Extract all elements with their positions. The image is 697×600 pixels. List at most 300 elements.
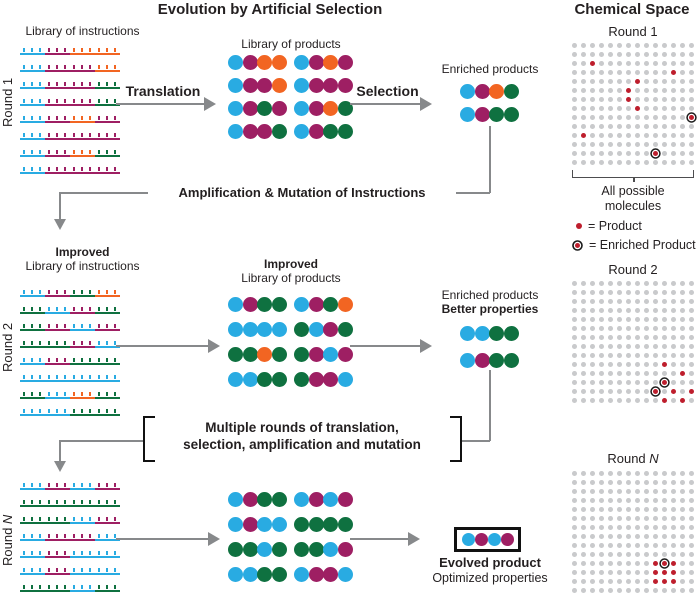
chem-cell — [606, 550, 615, 559]
product-circle — [272, 372, 287, 387]
strand-tick-icon — [48, 551, 50, 555]
chem-cell — [687, 324, 696, 333]
chem-cell — [588, 306, 597, 315]
product-circle — [272, 124, 287, 139]
chem-cell — [651, 68, 660, 77]
product-group — [228, 492, 286, 507]
molecule-dot-icon — [608, 290, 613, 295]
molecule-dot-icon — [608, 299, 613, 304]
chem-cell — [678, 324, 687, 333]
chem-cell — [588, 95, 597, 104]
strand-tick-icon — [98, 358, 100, 362]
molecule-dot-icon — [653, 516, 658, 521]
strand-tick-icon — [89, 82, 91, 86]
chem-cell — [624, 288, 633, 297]
molecule-dot-icon — [581, 398, 586, 403]
chem-cell — [570, 559, 579, 568]
molecule-dot-icon — [572, 389, 577, 394]
molecule-dot-icon — [626, 507, 631, 512]
chem-cell — [633, 306, 642, 315]
chem-cell — [687, 140, 696, 149]
chem-cell — [570, 113, 579, 122]
molecule-dot-icon — [635, 308, 640, 313]
product-circle — [294, 322, 309, 337]
product-dot-icon — [635, 79, 640, 84]
molecule-dot-icon — [662, 353, 667, 358]
molecule-dot-icon — [581, 151, 586, 156]
chem-cell — [669, 378, 678, 387]
molecule-dot-icon — [671, 398, 676, 403]
chem-cell — [624, 279, 633, 288]
chem-cell — [660, 523, 669, 532]
molecule-dot-icon — [608, 308, 613, 313]
molecule-dot-icon — [662, 133, 667, 138]
chem-cell — [642, 568, 651, 577]
chem-cell — [588, 104, 597, 113]
chem-cell — [678, 541, 687, 550]
strand-tick-icon — [64, 290, 66, 294]
molecule-dot-icon — [689, 353, 694, 358]
molecule-dot-icon — [671, 543, 676, 548]
chem-cell — [615, 396, 624, 405]
product-circle — [504, 84, 519, 99]
molecule-dot-icon — [626, 52, 631, 57]
chem-cell — [660, 68, 669, 77]
strand-tick-icon — [23, 358, 25, 362]
strand-tick-icon — [89, 65, 91, 69]
molecule-dot-icon — [608, 525, 613, 530]
chem-cell — [642, 387, 651, 396]
strand-segment — [20, 515, 45, 524]
chem-cell — [606, 77, 615, 86]
round-label-number: N — [649, 451, 659, 466]
chem-cell — [570, 378, 579, 387]
chem-cell — [615, 77, 624, 86]
chem-cell — [615, 131, 624, 140]
molecule-dot-icon — [599, 525, 604, 530]
strand-segment — [20, 114, 45, 123]
instruction-strand — [20, 407, 120, 416]
molecule-dot-icon — [590, 133, 595, 138]
strand-tick-icon — [64, 517, 66, 521]
enriched-product-dot-icon — [653, 389, 658, 394]
molecule-dot-icon — [689, 326, 694, 331]
molecule-dot-icon — [617, 561, 622, 566]
molecule-dot-icon — [689, 561, 694, 566]
product-circle — [243, 55, 258, 70]
connector1-vertical-line — [489, 126, 491, 193]
chem-cell — [669, 122, 678, 131]
molecule-dot-icon — [599, 398, 604, 403]
molecule-dot-icon — [671, 115, 676, 120]
chem-cell — [651, 487, 660, 496]
chem-cell — [588, 478, 597, 487]
molecule-dot-icon — [653, 290, 658, 295]
product-group — [228, 347, 286, 362]
product-circle — [309, 517, 324, 532]
strand-tick-icon — [48, 585, 50, 589]
strand-tick-icon — [73, 534, 75, 538]
molecule-dot-icon — [626, 299, 631, 304]
molecule-dot-icon — [617, 588, 622, 593]
product-group — [294, 567, 352, 582]
chem-cell — [597, 478, 606, 487]
molecule-dot-icon — [572, 308, 577, 313]
molecule-dot-icon — [626, 151, 631, 156]
molecule-dot-icon — [608, 70, 613, 75]
chem-cell — [660, 95, 669, 104]
strand-tick-icon — [56, 551, 58, 555]
molecule-dot-icon — [617, 489, 622, 494]
strand-tick-icon — [89, 500, 91, 504]
strand-tick-icon — [106, 133, 108, 137]
chem-cell — [651, 568, 660, 577]
strand-segment — [70, 583, 95, 592]
chem-cell — [678, 288, 687, 297]
molecule-dot-icon — [581, 353, 586, 358]
strand-tick-icon — [39, 409, 41, 413]
product-group — [228, 542, 286, 557]
strand-segment — [20, 148, 45, 157]
product-circle — [489, 326, 504, 341]
chem-cell — [633, 559, 642, 568]
chem-cell — [642, 496, 651, 505]
strand-tick-icon — [73, 307, 75, 311]
chem-cell — [624, 514, 633, 523]
molecule-dot-icon — [680, 52, 685, 57]
chem-cell — [660, 559, 669, 568]
molecule-dot-icon — [644, 70, 649, 75]
molecule-dot-icon — [617, 70, 622, 75]
strand-tick-icon — [31, 82, 33, 86]
chem-cell — [570, 342, 579, 351]
strand-tick-icon — [89, 585, 91, 589]
chem-cell — [687, 342, 696, 351]
chem-cell — [624, 568, 633, 577]
chem-cell — [579, 360, 588, 369]
chem-cell — [660, 351, 669, 360]
molecule-dot-icon — [608, 106, 613, 111]
strand-tick-icon — [23, 341, 25, 345]
chem-cell — [669, 279, 678, 288]
chem-cell — [624, 487, 633, 496]
chem-cell — [570, 288, 579, 297]
molecule-dot-icon — [635, 115, 640, 120]
chem-cell — [588, 86, 597, 95]
molecule-dot-icon — [635, 299, 640, 304]
chem-cell — [624, 297, 633, 306]
chem-cell — [597, 505, 606, 514]
product-circle — [489, 353, 504, 368]
strand-segment — [45, 549, 70, 558]
chem-cell — [633, 324, 642, 333]
strand-tick-icon — [81, 551, 83, 555]
molecule-dot-icon — [608, 480, 613, 485]
strand-tick-icon — [106, 82, 108, 86]
chem-grid1-label — [570, 24, 696, 39]
chem-cell — [606, 541, 615, 550]
chem-cell — [597, 315, 606, 324]
strand-tick-icon — [31, 116, 33, 120]
connector1-down-line — [59, 192, 61, 220]
molecule-dot-icon — [644, 380, 649, 385]
molecule-dot-icon — [617, 507, 622, 512]
molecule-dot-icon — [644, 43, 649, 48]
product-row — [228, 372, 352, 387]
chem-cell — [669, 333, 678, 342]
chem-cell — [678, 279, 687, 288]
molecule-dot-icon — [644, 326, 649, 331]
chem-cell — [633, 541, 642, 550]
molecule-dot-icon — [617, 133, 622, 138]
product-circle — [257, 297, 272, 312]
chem-cell — [669, 523, 678, 532]
molecule-dot-icon — [581, 281, 586, 286]
chem-cell — [642, 577, 651, 586]
round1-instructions-heading: Library of instructions — [25, 24, 140, 38]
strand-tick-icon — [98, 307, 100, 311]
molecule-dot-icon — [626, 115, 631, 120]
strand-tick-icon — [98, 483, 100, 487]
strand-tick-icon — [81, 116, 83, 120]
molecule-dot-icon — [590, 516, 595, 521]
strand-tick-icon — [39, 551, 41, 555]
chem-cell — [597, 523, 606, 532]
chem-cell — [633, 122, 642, 131]
chem-cell — [615, 523, 624, 532]
strand-segment — [45, 566, 70, 575]
molecule-dot-icon — [581, 498, 586, 503]
chem-cell — [678, 41, 687, 50]
molecule-dot-icon — [626, 281, 631, 286]
molecule-dot-icon — [572, 480, 577, 485]
chem-cell — [588, 586, 597, 595]
molecule-dot-icon — [653, 344, 658, 349]
enriched-product-row — [460, 326, 518, 341]
chem-cell — [624, 68, 633, 77]
molecule-dot-icon — [581, 570, 586, 575]
strand-segment — [95, 566, 120, 575]
chem-cell — [669, 95, 678, 104]
molecule-dot-icon — [671, 290, 676, 295]
product-row — [228, 492, 352, 507]
strand-tick-icon — [31, 133, 33, 137]
chem-cell — [588, 68, 597, 77]
strand-segment — [95, 63, 120, 72]
molecule-dot-icon — [635, 588, 640, 593]
chem-cell — [687, 131, 696, 140]
chem-cell — [633, 86, 642, 95]
molecule-dot-icon — [644, 61, 649, 66]
chem-cell — [642, 297, 651, 306]
molecule-dot-icon — [617, 579, 622, 584]
instruction-strand — [20, 390, 120, 399]
chem-cell — [606, 586, 615, 595]
round2-side-label — [0, 300, 15, 395]
molecule-dot-icon — [599, 579, 604, 584]
product-dot-icon — [581, 133, 586, 138]
strand-tick-icon — [98, 392, 100, 396]
molecule-dot-icon — [680, 317, 685, 322]
molecule-dot-icon — [662, 88, 667, 93]
product-dot-icon — [662, 362, 667, 367]
chem-cell — [570, 360, 579, 369]
product-circle — [338, 517, 353, 532]
chem-cell — [651, 104, 660, 113]
chem-cell — [678, 297, 687, 306]
strand-tick-icon — [48, 534, 50, 538]
molecule-dot-icon — [662, 61, 667, 66]
chem-cell — [606, 532, 615, 541]
roundN-translation-arrow — [116, 538, 210, 540]
strand-tick-icon — [73, 375, 75, 379]
strand-tick-icon — [114, 290, 116, 294]
molecule-dot-icon — [680, 133, 685, 138]
molecule-dot-icon — [653, 362, 658, 367]
product-group — [228, 517, 286, 532]
chem-cell — [687, 487, 696, 496]
molecule-dot-icon — [581, 43, 586, 48]
molecule-dot-icon — [572, 281, 577, 286]
molecule-dot-icon — [671, 534, 676, 539]
strand-tick-icon — [73, 551, 75, 555]
molecule-dot-icon — [689, 588, 694, 593]
chem-cell — [570, 158, 579, 167]
chem-cell — [570, 131, 579, 140]
molecule-dot-icon — [581, 88, 586, 93]
molecule-dot-icon — [635, 88, 640, 93]
molecule-dot-icon — [671, 516, 676, 521]
chem-cell — [624, 559, 633, 568]
molecule-dot-icon — [572, 335, 577, 340]
molecule-dot-icon — [689, 106, 694, 111]
molecule-dot-icon — [581, 326, 586, 331]
product-row — [228, 542, 352, 557]
round-label-number: N — [0, 514, 15, 525]
molecule-dot-icon — [680, 299, 685, 304]
molecule-dot-icon — [689, 579, 694, 584]
round2-instruction-library — [20, 288, 120, 416]
round2-translation-arrowhead-icon — [208, 339, 220, 353]
molecule-dot-icon — [626, 579, 631, 584]
strand-tick-icon — [106, 307, 108, 311]
molecule-dot-icon — [572, 70, 577, 75]
molecule-dot-icon — [644, 362, 649, 367]
molecule-dot-icon — [689, 480, 694, 485]
chem-cell — [687, 496, 696, 505]
chem-cell — [597, 158, 606, 167]
chem-cell — [579, 378, 588, 387]
molecule-dot-icon — [617, 480, 622, 485]
chem-cell — [597, 288, 606, 297]
chem-cell — [597, 369, 606, 378]
strand-tick-icon — [48, 341, 50, 345]
chem-cell — [597, 577, 606, 586]
chem-cell — [687, 360, 696, 369]
chem-cell — [678, 586, 687, 595]
strand-tick-icon — [106, 65, 108, 69]
chem-cell — [633, 333, 642, 342]
strand-tick-icon — [64, 167, 66, 171]
chem-cell — [597, 396, 606, 405]
evolved-product-circle — [475, 533, 489, 547]
chem-cell — [615, 149, 624, 158]
molecule-dot-icon — [644, 133, 649, 138]
chem-cell — [669, 297, 678, 306]
chem-cell — [570, 568, 579, 577]
chem-cell — [651, 550, 660, 559]
chem-cell — [660, 158, 669, 167]
instruction-strand — [20, 63, 120, 72]
product-group — [294, 297, 352, 312]
strand-segment — [95, 165, 120, 174]
molecule-dot-icon — [653, 398, 658, 403]
molecule-dot-icon — [662, 588, 667, 593]
molecule-dot-icon — [644, 160, 649, 165]
molecule-dot-icon — [635, 160, 640, 165]
molecule-dot-icon — [680, 115, 685, 120]
molecule-dot-icon — [671, 489, 676, 494]
molecule-dot-icon — [644, 142, 649, 147]
strand-tick-icon — [106, 483, 108, 487]
molecule-dot-icon — [653, 489, 658, 494]
product-circle — [294, 101, 309, 116]
chem-cell — [624, 396, 633, 405]
chem-cell — [660, 333, 669, 342]
molecule-dot-icon — [635, 344, 640, 349]
enriched-product-row — [460, 353, 518, 368]
molecule-dot-icon — [644, 489, 649, 494]
strand-tick-icon — [64, 585, 66, 589]
molecule-dot-icon — [635, 353, 640, 358]
chem-cell — [642, 514, 651, 523]
molecule-dot-icon — [653, 299, 658, 304]
molecule-dot-icon — [680, 507, 685, 512]
chem-cell — [642, 469, 651, 478]
chem-cell — [651, 514, 660, 523]
molecule-dot-icon — [581, 489, 586, 494]
strand-tick-icon — [23, 517, 25, 521]
strand-tick-icon — [64, 483, 66, 487]
strand-segment — [95, 481, 120, 490]
strand-tick-icon — [56, 307, 58, 311]
instruction-strand — [20, 532, 120, 541]
strand-tick-icon — [31, 375, 33, 379]
product-circle — [228, 78, 243, 93]
strand-tick-icon — [73, 324, 75, 328]
molecule-dot-icon — [671, 299, 676, 304]
chem-cell — [570, 577, 579, 586]
chem-cell — [597, 59, 606, 68]
strand-tick-icon — [81, 375, 83, 379]
round1-enriched-products — [460, 84, 518, 122]
instruction-strand — [20, 373, 120, 382]
molecule-dot-icon — [590, 471, 595, 476]
roundN-translation-arrowhead-icon — [208, 532, 220, 546]
instruction-strand — [20, 80, 120, 89]
molecule-dot-icon — [617, 335, 622, 340]
product-group — [294, 492, 352, 507]
strand-tick-icon — [89, 150, 91, 154]
chem-cell — [579, 297, 588, 306]
molecule-dot-icon — [653, 353, 658, 358]
chem-cell — [687, 68, 696, 77]
molecule-dot-icon — [590, 507, 595, 512]
molecule-dot-icon — [644, 308, 649, 313]
molecule-dot-icon — [635, 290, 640, 295]
molecule-dot-icon — [689, 543, 694, 548]
molecule-dot-icon — [617, 362, 622, 367]
